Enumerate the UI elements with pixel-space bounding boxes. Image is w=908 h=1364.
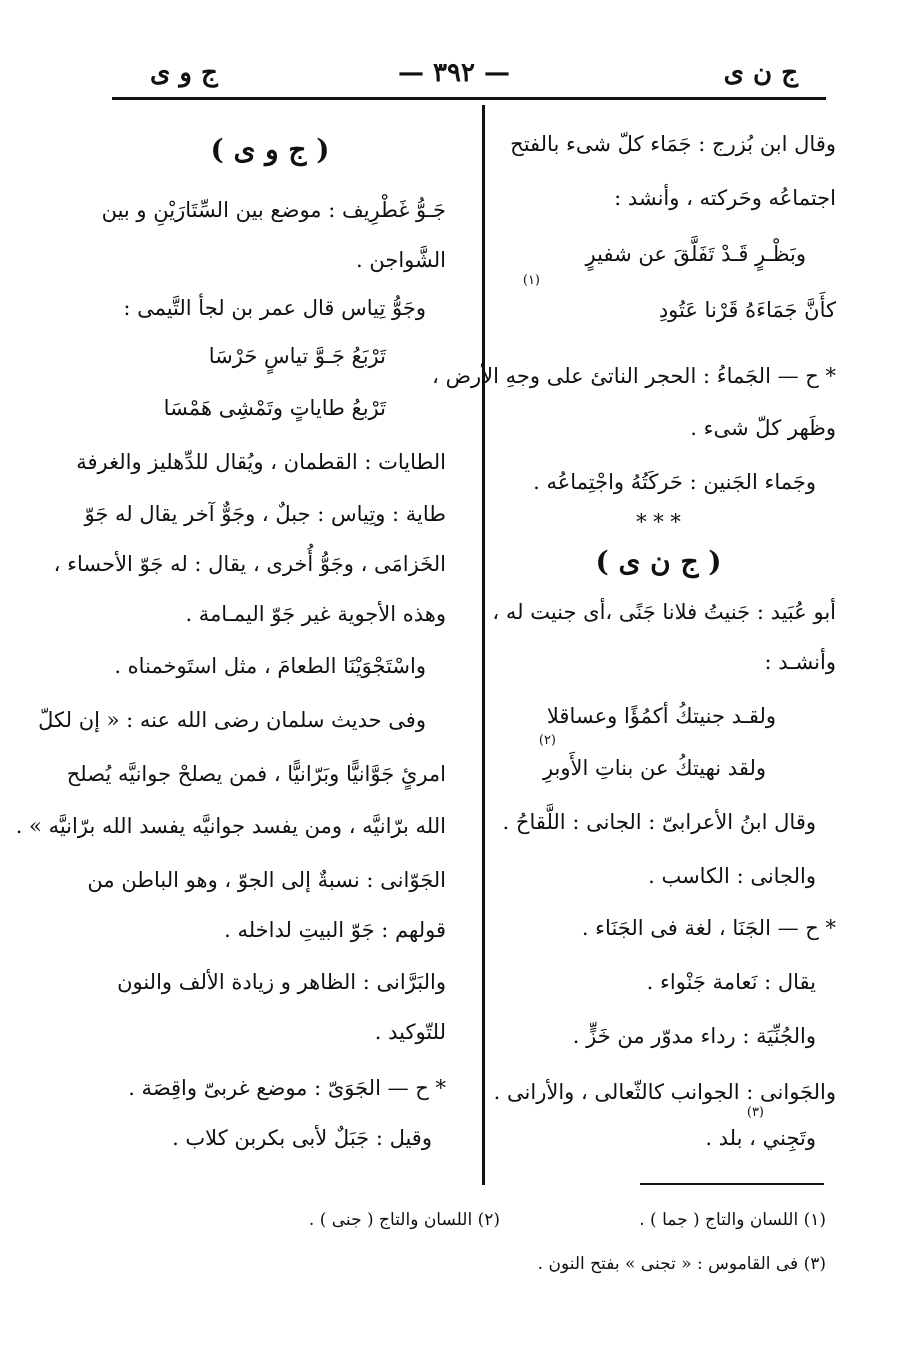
- text-line: جَـوُّ غَطْرِيف : موضع بين السِّتَارَيْنِ و بين: [101, 198, 446, 222]
- footnote: (٣) فى القاموس : « تجنى » بفتح النون .: [537, 1254, 826, 1274]
- page-header-root-right: ج ن ى: [723, 58, 798, 88]
- text-line: وقال ابن بُزرج : جَمَاء كلّ شىء بالفتح: [510, 132, 836, 156]
- section-separator: * * *: [636, 510, 681, 534]
- text-line: الطايات : القطمان ، ويُقال للدِّهليز والغرفة: [76, 450, 446, 474]
- text-line: وقيل : جَبَلٌ لأبى بكربن كلاب .: [172, 1126, 432, 1150]
- text-line: واسْتَجْوَيْنَا الطعامَ ، مثل استَوخمناه .: [114, 654, 426, 678]
- text-line: يقال : نَعامة جَنْواء .: [646, 970, 816, 994]
- text-line: طاية : وتِياس : جبلٌ ، وجَوٌّ آخر يقال له جَوّ: [84, 502, 446, 526]
- verse-line: وبَظْـرٍ قَـدْ تَفَلَّقَ عن شفيرٍ: [585, 242, 806, 266]
- text-line: الشَّواجن .: [356, 248, 446, 272]
- text-line: وجَوُّ تِياس قال عمر بن لجأ التَّيمى :: [123, 296, 426, 320]
- verse-line: تَرْبَعُ جَـوَّ تياسٍ حَرْسَا: [208, 344, 386, 368]
- footnote: (٢) اللسان والتاج ( جنى ) .: [308, 1210, 500, 1230]
- page-number: — ٣٩٢ —: [397, 58, 511, 88]
- section-heading: ( ج ن ى ): [595, 545, 722, 578]
- text-line: للتّوكيد .: [374, 1020, 446, 1044]
- text-line: وفى حديث سلمان رضى الله عنه : « إن لكلّ: [38, 708, 426, 732]
- header-rule: [112, 97, 826, 100]
- text-line: وهذه الأجوية غير جَوّ اليمـامة .: [185, 602, 446, 626]
- text-line: والجَوانى : الجوانب كالثّعالى ، والأرانى .: [493, 1080, 836, 1104]
- text-line: والجانى : الكاسب .: [648, 864, 816, 888]
- page-header-root-left: ج و ى: [150, 58, 218, 88]
- text-line: الجَوّانى : نسبةٌ إلى الجوّ ، وهو الباطن من: [87, 868, 446, 892]
- text-line: * ح — الجَماءُ : الحجر الناتئ على وجهِ الأرض ،: [432, 364, 836, 388]
- text-line: قولهم : جَوّ البيتِ لداخله .: [224, 918, 446, 942]
- text-line: اجتماعُه وحَركته ، وأنشد :: [614, 186, 836, 210]
- column-divider: [482, 105, 485, 1185]
- verse-line: ولقد نهيتكُ عن بناتِ الأَوبرِ: [542, 756, 766, 780]
- footnote-marker: (١): [522, 273, 540, 288]
- text-line: وجَماء الجَنين : حَركَتُهُ واجْتِماعُه .: [533, 470, 816, 494]
- verse-line: كأَنَّ جَمَاءَهُ قَرْنا عَتُودِ: [658, 298, 836, 322]
- footnote: (١) اللسان والتاج ( جما ) .: [639, 1210, 826, 1230]
- text-line: امرئٍ جَوَّانيًّا وبَرّانيًّا ، فمن يصلحْ جوانيَّه يُصلح: [66, 762, 446, 786]
- text-line: * ح — الجَنَا ، لغة فى الجَنَاء .: [581, 916, 836, 940]
- footnote-marker: (٢): [538, 733, 556, 748]
- section-heading: ( ج و ى ): [210, 133, 330, 166]
- footnote-rule: [640, 1183, 824, 1185]
- text-line: الله برّانيَّه ، ومن يفسد جوانيَّه يفسد الله برّانيَّه » .: [15, 814, 446, 838]
- text-line: أبو عُبَيد : جَنيتُ فلانا جَنًى ،أى جنيت له ،: [492, 600, 836, 624]
- text-line: الخَزامَى ، وجَوُّ أُخرى ، يقال : له جَوّ الأحساء ،: [53, 552, 446, 576]
- text-line: وظَهر كلّ شىء .: [690, 416, 836, 440]
- text-line: وقال ابنُ الأعرابىّ : الجانى : اللَّقاحُ .: [502, 810, 816, 834]
- text-line: والبَرَّانى : الظاهر و زيادة الألف والنون: [117, 970, 446, 994]
- verse-line: ولقـد جنيتكُ أكمُؤًا وعساقلا: [546, 704, 776, 728]
- text-line: وتَجِني ، بلد .: [705, 1126, 816, 1150]
- text-line: * ح — الجَوَىّ : موضع غربىّ واقِصَة .: [128, 1076, 446, 1100]
- verse-line: تَرْبعُ طاياتٍ وتَمْشِى هَمْسَا: [163, 396, 386, 420]
- footnote-marker: (٣): [746, 1105, 764, 1120]
- text-line: وأنشـد :: [764, 650, 836, 674]
- text-line: والجُنِّيَة : رداء مدوّر من خَزٍّ .: [572, 1024, 816, 1048]
